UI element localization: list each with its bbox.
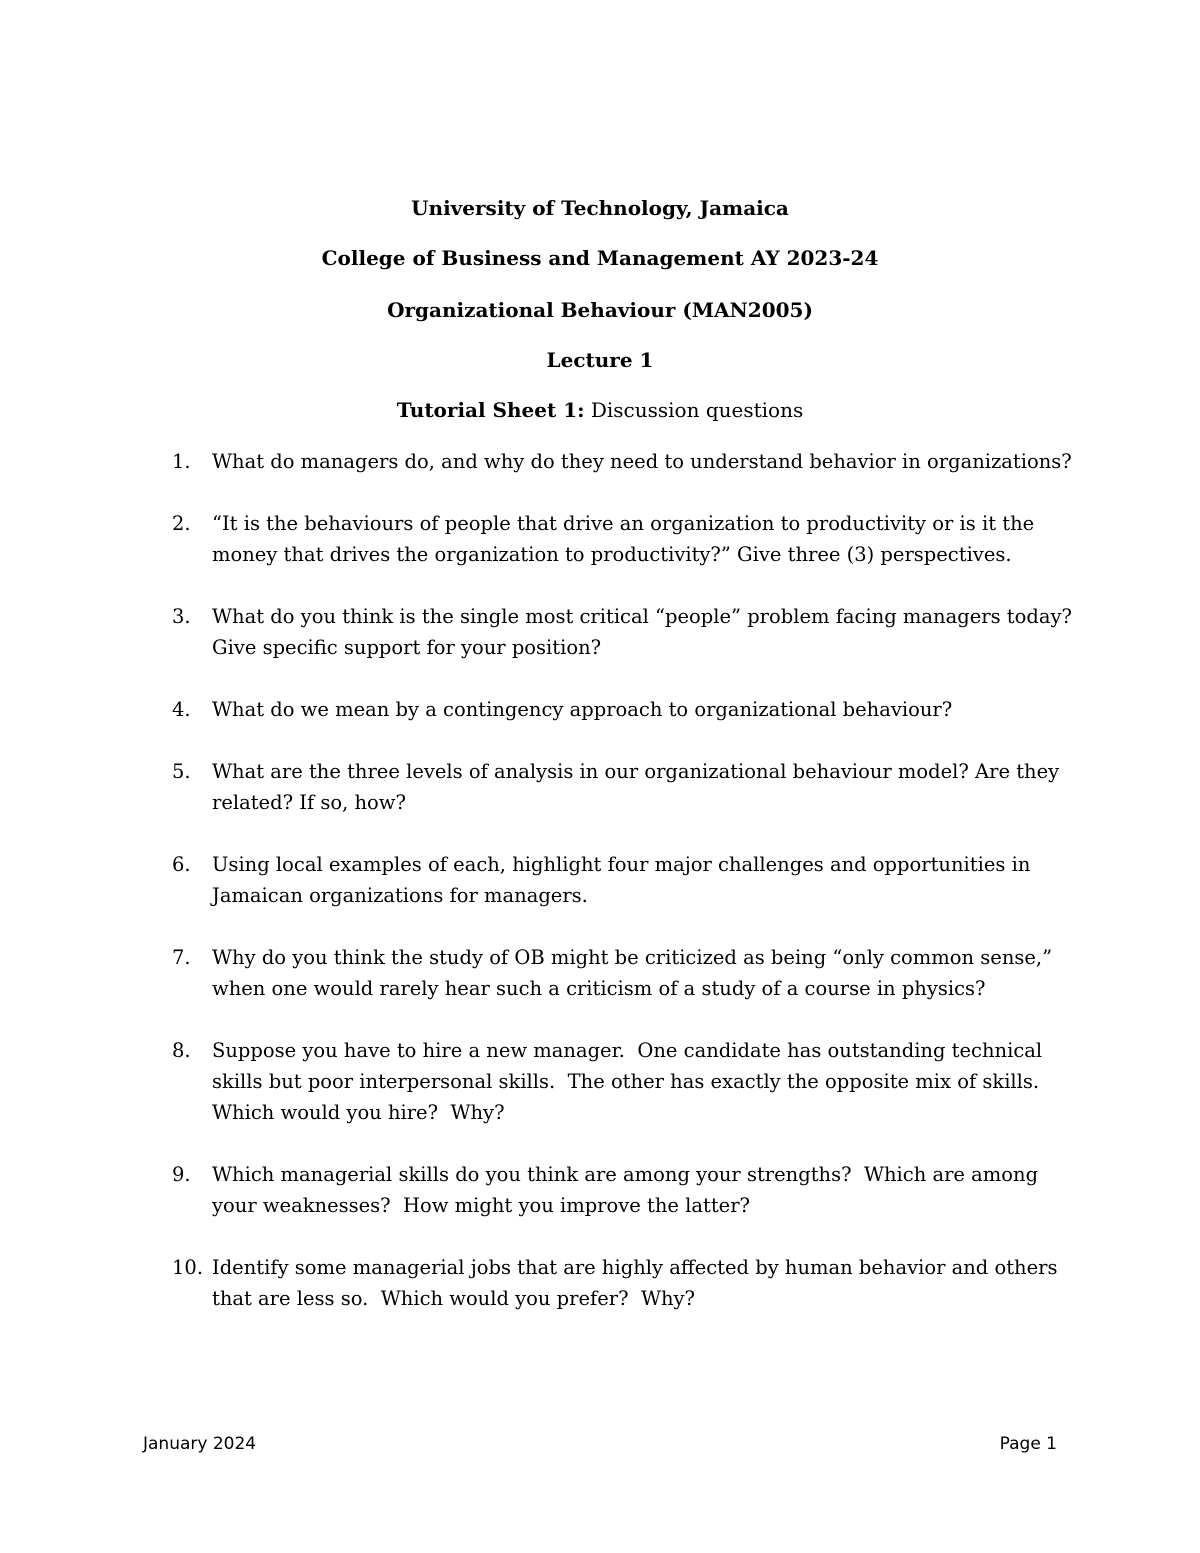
question-number: 1.	[172, 450, 191, 473]
question-item	[172, 1035, 1072, 1128]
question-number: 7.	[172, 946, 191, 969]
question-text: What do we mean by a contingency approach to organizational behaviour?	[212, 698, 953, 721]
question-number: 4.	[172, 698, 191, 721]
question-item	[172, 601, 1072, 663]
question-text: Identify some managerial jobs that are highly affected by human behavior and others that are less so. Which would you prefer? Why?	[212, 1256, 1064, 1310]
question-text: Suppose you have to hire a new manager. One candidate has outstanding technical skills but poor interpersonal skills. The other has exactly the opposite mix of skills. Which would you hire? Why?	[212, 1039, 1052, 1124]
question-number: 2.	[172, 512, 191, 535]
question-text: “It is the behaviours of people that drive an organization to productivity or is it the money that drives the organization to productivity?” Give three (3) perspectives.	[212, 512, 1035, 566]
question-item	[172, 1159, 1072, 1221]
college-title: College of Business and Management AY 2023-24	[321, 246, 879, 270]
question-item	[172, 849, 1072, 911]
question-text: What do you think is the single most critical “people” problem facing managers today? Give specific support for your position?	[212, 605, 1072, 659]
question-list	[172, 446, 1072, 1345]
question-text: Which managerial skills do you think are among your strengths? Which are among your weaknesses? How might you improve the latter?	[212, 1163, 1045, 1217]
question-text: Using local examples of each, highlight four major challenges and opportunities in Jamaican organizations for managers.	[212, 853, 1031, 907]
question-number: 6.	[172, 853, 191, 876]
question-item	[172, 446, 1072, 477]
question-item	[172, 694, 1072, 725]
footer-date: January 2024	[143, 1434, 257, 1454]
question-number: 5.	[172, 760, 191, 783]
question-item	[172, 1252, 1072, 1314]
question-item	[172, 942, 1072, 1004]
question-item	[172, 756, 1072, 818]
question-number: 9.	[172, 1163, 191, 1186]
tutorial-title: Discussion questions	[584, 398, 804, 422]
question-item	[172, 508, 1072, 570]
question-number: 8.	[172, 1039, 191, 1062]
tutorial-label: Tutorial Sheet 1:	[396, 398, 585, 422]
course-title: Organizational Behaviour (MAN2005)	[387, 298, 813, 322]
tutorial-heading	[0, 397, 1200, 423]
question-text: Why do you think the study of OB might be criticized as being “only common sense,” when one would rarely hear such a criticism of a study of a course in physics?	[212, 946, 1053, 1000]
university-title: University of Technology, Jamaica	[411, 196, 789, 220]
question-text: What do managers do, and why do they need to understand behavior in organizations?	[212, 450, 1072, 473]
lecture-title: Lecture 1	[546, 348, 654, 372]
question-number: 3.	[172, 605, 191, 628]
question-text: What are the three levels of analysis in our organizational behaviour model? Are they related? If so, how?	[212, 760, 1060, 814]
question-number: 10.	[172, 1256, 204, 1279]
footer-page-number: Page 1	[999, 1434, 1057, 1454]
